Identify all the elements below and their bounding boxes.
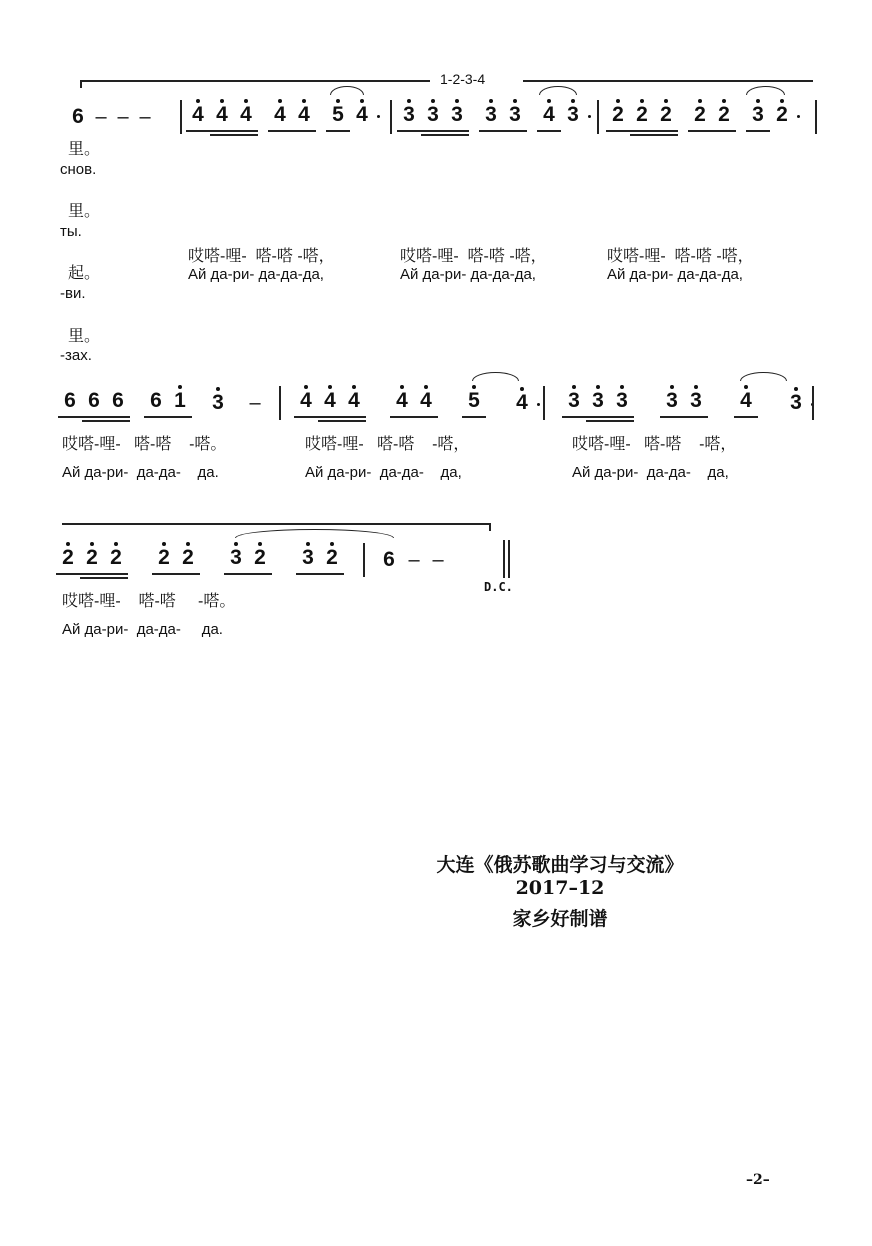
note-digit: 3 bbox=[592, 389, 604, 412]
note-digit: 2 bbox=[182, 546, 194, 569]
barline bbox=[390, 100, 392, 134]
note bbox=[377, 548, 401, 575]
left-lyric-chinese: 起。 bbox=[68, 265, 101, 282]
note bbox=[176, 546, 200, 575]
high-octave-dot bbox=[596, 385, 600, 389]
note-group bbox=[734, 389, 758, 418]
note bbox=[296, 546, 320, 575]
note bbox=[784, 391, 808, 418]
sustain-dash: – bbox=[432, 549, 444, 571]
note-digit: 2 bbox=[694, 103, 706, 126]
note-digit: 2 bbox=[326, 546, 338, 569]
left-lyric-chinese: 里。 bbox=[68, 328, 101, 345]
barline bbox=[597, 100, 599, 134]
note-digit: 3 bbox=[790, 391, 802, 414]
augmentation-dot bbox=[588, 115, 591, 118]
note-group bbox=[510, 391, 534, 418]
note-group bbox=[660, 389, 708, 418]
note bbox=[684, 389, 708, 418]
note bbox=[746, 103, 770, 132]
tie-slur bbox=[539, 86, 577, 95]
lyric-chinese: 哎嗒-哩- 嗒-嗒 -嗒。 bbox=[62, 593, 236, 610]
high-octave-dot bbox=[756, 99, 760, 103]
note bbox=[414, 389, 438, 418]
credit-date: 2017–12 bbox=[515, 877, 605, 899]
left-lyric-chinese: 里。 bbox=[68, 203, 101, 220]
note bbox=[168, 389, 192, 418]
left-lyric-russian: -зах. bbox=[60, 347, 92, 364]
volta-label: 1-2-3-4 bbox=[440, 71, 486, 87]
lyric-russian: Ай да-ри- да-да-да, bbox=[400, 266, 536, 283]
note bbox=[390, 389, 414, 418]
note bbox=[56, 546, 80, 575]
lyric-chinese: 哎嗒-哩- 嗒-嗒 -嗒。 bbox=[62, 436, 227, 453]
volta-line-right bbox=[523, 80, 813, 82]
measure bbox=[56, 541, 344, 575]
note bbox=[462, 389, 486, 418]
barline bbox=[363, 543, 365, 577]
tie-slur bbox=[740, 372, 787, 381]
note-digit: 3 bbox=[616, 389, 628, 412]
note bbox=[66, 105, 90, 132]
high-octave-dot bbox=[780, 99, 784, 103]
left-lyric-russian: снов. bbox=[60, 161, 97, 178]
note-digit: 4 bbox=[298, 103, 310, 126]
high-octave-dot bbox=[234, 542, 238, 546]
high-octave-dot bbox=[328, 385, 332, 389]
note-digit: 2 bbox=[718, 103, 730, 126]
lyric-russian: Ай да-ри- да-да- да, bbox=[305, 464, 462, 481]
note-group bbox=[294, 389, 366, 418]
note bbox=[397, 103, 421, 132]
note-digit: 2 bbox=[86, 546, 98, 569]
note bbox=[421, 103, 445, 132]
measure bbox=[66, 98, 156, 132]
lyric-chinese: 哎嗒-哩- 嗒-嗒 -嗒， bbox=[188, 248, 335, 265]
high-octave-dot bbox=[694, 385, 698, 389]
high-octave-dot bbox=[547, 99, 551, 103]
note-digit: 6 bbox=[72, 105, 84, 128]
note-group bbox=[56, 546, 128, 575]
note-group bbox=[326, 103, 374, 132]
high-octave-dot bbox=[698, 99, 702, 103]
note bbox=[320, 546, 344, 575]
high-octave-dot bbox=[352, 385, 356, 389]
note bbox=[58, 389, 82, 418]
note-digit: 2 bbox=[660, 103, 672, 126]
note-group bbox=[66, 105, 90, 132]
note bbox=[82, 389, 106, 418]
volta-line-left bbox=[80, 80, 430, 82]
high-octave-dot bbox=[330, 542, 334, 546]
note bbox=[318, 389, 342, 418]
note bbox=[503, 103, 527, 132]
note bbox=[350, 103, 374, 132]
note-group bbox=[58, 389, 130, 418]
note-digit: 2 bbox=[110, 546, 122, 569]
note-group bbox=[144, 389, 192, 418]
credit-title: 大连《俄苏歌曲学习与交流》 bbox=[436, 854, 684, 876]
augmentation-dot bbox=[537, 403, 540, 406]
high-octave-dot bbox=[472, 385, 476, 389]
high-octave-dot bbox=[489, 99, 493, 103]
note-group bbox=[377, 548, 401, 575]
note bbox=[234, 103, 258, 132]
note-digit: 4 bbox=[274, 103, 286, 126]
note bbox=[224, 546, 248, 575]
barline bbox=[279, 386, 281, 420]
tie-slur bbox=[330, 86, 364, 95]
high-octave-dot bbox=[424, 385, 428, 389]
measure bbox=[377, 541, 449, 575]
note-group bbox=[537, 103, 585, 132]
high-octave-dot bbox=[670, 385, 674, 389]
measure bbox=[186, 98, 374, 132]
high-octave-dot bbox=[431, 99, 435, 103]
note-digit: 4 bbox=[543, 103, 555, 126]
high-octave-dot bbox=[178, 385, 182, 389]
high-octave-dot bbox=[400, 385, 404, 389]
high-octave-dot bbox=[196, 99, 200, 103]
note bbox=[562, 389, 586, 418]
high-octave-dot bbox=[513, 99, 517, 103]
high-octave-dot bbox=[616, 99, 620, 103]
note-digit: 2 bbox=[254, 546, 266, 569]
barline bbox=[180, 100, 182, 134]
note-digit: 3 bbox=[568, 389, 580, 412]
note-digit: 3 bbox=[230, 546, 242, 569]
lyric-russian: Ай да-ри- да-да- да. bbox=[62, 621, 223, 638]
high-octave-dot bbox=[620, 385, 624, 389]
note bbox=[106, 389, 130, 418]
note bbox=[104, 546, 128, 575]
final-barline-2 bbox=[508, 540, 510, 578]
note-digit: 2 bbox=[158, 546, 170, 569]
note bbox=[712, 103, 736, 132]
note-digit: 6 bbox=[64, 389, 76, 412]
note bbox=[445, 103, 469, 132]
high-octave-dot bbox=[744, 385, 748, 389]
note-digit: 4 bbox=[324, 389, 336, 412]
note-group bbox=[746, 103, 794, 132]
note bbox=[144, 389, 168, 418]
note bbox=[654, 103, 678, 132]
note-group bbox=[224, 546, 272, 575]
note-digit: 2 bbox=[776, 103, 788, 126]
note-group bbox=[390, 389, 438, 418]
note-digit: 4 bbox=[396, 389, 408, 412]
sustain-dash: – bbox=[117, 106, 129, 128]
high-octave-dot bbox=[407, 99, 411, 103]
note-group bbox=[688, 103, 736, 132]
note bbox=[342, 389, 366, 418]
augmentation-dot bbox=[377, 115, 380, 118]
volta-tick bbox=[80, 80, 82, 88]
final-barline bbox=[503, 540, 505, 578]
tie-slur bbox=[472, 372, 519, 381]
note bbox=[586, 389, 610, 418]
note-digit: 3 bbox=[690, 389, 702, 412]
note bbox=[660, 389, 684, 418]
tie-slur bbox=[235, 529, 394, 538]
note-digit: 3 bbox=[509, 103, 521, 126]
note bbox=[479, 103, 503, 132]
left-lyric-chinese: 里。 bbox=[68, 141, 101, 158]
note-digit: 4 bbox=[240, 103, 252, 126]
lyric-chinese: 哎嗒-哩- 嗒-嗒 -嗒， bbox=[305, 436, 470, 453]
high-octave-dot bbox=[258, 542, 262, 546]
lyric-russian: Ай да-ри- да-да- да. bbox=[62, 464, 219, 481]
high-octave-dot bbox=[220, 99, 224, 103]
note-digit: 4 bbox=[740, 389, 752, 412]
note bbox=[510, 391, 534, 418]
note bbox=[294, 389, 318, 418]
high-octave-dot bbox=[302, 99, 306, 103]
note-group bbox=[606, 103, 678, 132]
high-octave-dot bbox=[114, 542, 118, 546]
measure bbox=[562, 384, 808, 418]
note bbox=[606, 103, 630, 132]
barline bbox=[815, 100, 817, 134]
high-octave-dot bbox=[664, 99, 668, 103]
note bbox=[292, 103, 316, 132]
note-digit: 4 bbox=[300, 389, 312, 412]
note-digit: 1 bbox=[174, 389, 186, 412]
note-digit: 3 bbox=[403, 103, 415, 126]
note-digit: 2 bbox=[612, 103, 624, 126]
high-octave-dot bbox=[186, 542, 190, 546]
high-octave-dot bbox=[216, 387, 220, 391]
lyric-russian: Ай да-ри- да-да- да, bbox=[572, 464, 729, 481]
note bbox=[770, 103, 794, 132]
note-digit: 4 bbox=[216, 103, 228, 126]
note bbox=[734, 389, 758, 418]
note-digit: 4 bbox=[516, 391, 528, 414]
high-octave-dot bbox=[572, 385, 576, 389]
barline bbox=[543, 386, 545, 420]
note-digit: 3 bbox=[485, 103, 497, 126]
sustain-dash: – bbox=[139, 106, 151, 128]
left-lyric-russian: -ви. bbox=[60, 285, 86, 302]
note-digit: 6 bbox=[150, 389, 162, 412]
note-group bbox=[152, 546, 200, 575]
repeat-line bbox=[62, 523, 490, 525]
note-digit: 6 bbox=[88, 389, 100, 412]
lyric-russian: Ай да-ри- да-да-да, bbox=[607, 266, 743, 283]
note-digit: 3 bbox=[567, 103, 579, 126]
high-octave-dot bbox=[66, 542, 70, 546]
note-digit: 3 bbox=[666, 389, 678, 412]
left-lyric-russian: ты. bbox=[60, 223, 82, 240]
note-digit: 2 bbox=[636, 103, 648, 126]
note-digit: 5 bbox=[468, 389, 480, 412]
high-octave-dot bbox=[244, 99, 248, 103]
note-group bbox=[206, 391, 230, 418]
high-octave-dot bbox=[278, 99, 282, 103]
note bbox=[537, 103, 561, 132]
note-group bbox=[397, 103, 469, 132]
note-digit: 3 bbox=[302, 546, 314, 569]
note bbox=[561, 103, 585, 132]
note bbox=[610, 389, 634, 418]
barline bbox=[812, 386, 814, 420]
note-digit: 5 bbox=[332, 103, 344, 126]
note-digit: 4 bbox=[420, 389, 432, 412]
sustain-dash: – bbox=[95, 106, 107, 128]
high-octave-dot bbox=[90, 542, 94, 546]
sustain-dash: – bbox=[249, 392, 261, 414]
high-octave-dot bbox=[304, 385, 308, 389]
note-digit: 4 bbox=[192, 103, 204, 126]
note-digit: 3 bbox=[451, 103, 463, 126]
note-digit: 4 bbox=[356, 103, 368, 126]
measure bbox=[606, 98, 794, 132]
note bbox=[630, 103, 654, 132]
note-group bbox=[296, 546, 344, 575]
high-octave-dot bbox=[336, 99, 340, 103]
lyric-chinese: 哎嗒-哩- 嗒-嗒 -嗒， bbox=[607, 248, 754, 265]
note-group bbox=[784, 391, 808, 418]
note bbox=[688, 103, 712, 132]
measure bbox=[294, 384, 534, 418]
high-octave-dot bbox=[640, 99, 644, 103]
note-group bbox=[186, 103, 258, 132]
high-octave-dot bbox=[520, 387, 524, 391]
high-octave-dot bbox=[306, 542, 310, 546]
note bbox=[268, 103, 292, 132]
high-octave-dot bbox=[360, 99, 364, 103]
credit-author: 家乡好制谱 bbox=[512, 908, 608, 930]
note-digit: 2 bbox=[62, 546, 74, 569]
note-group bbox=[562, 389, 634, 418]
page-number: –2– bbox=[746, 1172, 770, 1188]
high-octave-dot bbox=[571, 99, 575, 103]
note-digit: 3 bbox=[427, 103, 439, 126]
note-digit: 3 bbox=[212, 391, 224, 414]
note-digit: 4 bbox=[348, 389, 360, 412]
note bbox=[186, 103, 210, 132]
note-digit: 6 bbox=[383, 548, 395, 571]
note-digit: 6 bbox=[112, 389, 124, 412]
note-digit: 3 bbox=[752, 103, 764, 126]
note bbox=[80, 546, 104, 575]
note bbox=[206, 391, 230, 418]
high-octave-dot bbox=[722, 99, 726, 103]
note-group bbox=[268, 103, 316, 132]
dc-mark: D.C. bbox=[484, 580, 513, 594]
high-octave-dot bbox=[162, 542, 166, 546]
high-octave-dot bbox=[455, 99, 459, 103]
note bbox=[152, 546, 176, 575]
tie-slur bbox=[746, 86, 785, 95]
lyric-chinese: 哎嗒-哩- 嗒-嗒 -嗒， bbox=[400, 248, 547, 265]
repeat-line-tick bbox=[489, 523, 491, 531]
lyric-chinese: 哎嗒-哩- 嗒-嗒 -嗒， bbox=[572, 436, 737, 453]
note-group bbox=[479, 103, 527, 132]
measure bbox=[58, 384, 266, 418]
note bbox=[210, 103, 234, 132]
note-group bbox=[462, 389, 486, 418]
augmentation-dot bbox=[797, 115, 800, 118]
note bbox=[326, 103, 350, 132]
note bbox=[248, 546, 272, 575]
high-octave-dot bbox=[794, 387, 798, 391]
measure bbox=[397, 98, 585, 132]
sustain-dash: – bbox=[408, 549, 420, 571]
lyric-russian: Ай да-ри- да-да-да, bbox=[188, 266, 324, 283]
